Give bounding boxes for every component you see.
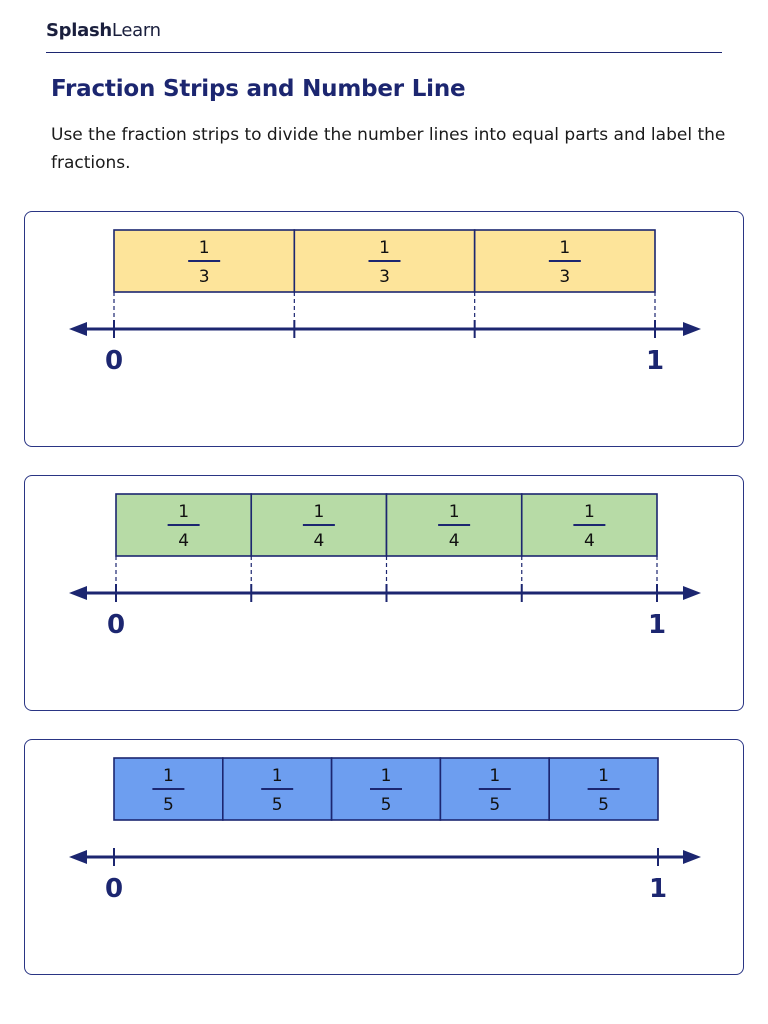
problem-panel-fourths (24, 475, 744, 711)
fraction-strip-number-line-fourths (25, 476, 745, 712)
strip-denominator: 5 (489, 795, 501, 815)
label-zero: 0 (106, 610, 126, 640)
right-arrow-icon (683, 850, 701, 864)
strip-numerator: 1 (379, 238, 390, 258)
left-arrow-icon (69, 322, 87, 336)
strip-denominator: 5 (271, 795, 283, 815)
strip-numerator: 1 (313, 502, 325, 522)
strip-numerator: 1 (271, 766, 283, 786)
right-arrow-icon (683, 322, 701, 336)
header-divider (46, 52, 722, 53)
label-one: 1 (647, 610, 667, 640)
brand-regular: Learn (111, 20, 161, 41)
strip-denominator: 4 (448, 531, 460, 551)
worksheet-instructions: Use the fraction strips to divide the number lines into equal parts and label the fractions. (51, 125, 726, 173)
left-arrow-icon (69, 850, 87, 864)
strip-numerator: 1 (559, 238, 571, 258)
strip-denominator: 5 (162, 795, 174, 815)
label-zero: 0 (104, 346, 124, 376)
strip-numerator: 1 (178, 502, 190, 522)
problem-panel-fifths (24, 739, 744, 975)
brand-logo (46, 20, 161, 41)
strip-numerator: 1 (598, 766, 610, 786)
left-arrow-icon (69, 586, 87, 600)
strip-numerator: 1 (162, 766, 174, 786)
problem-panel-thirds (24, 211, 744, 447)
strip-numerator: 1 (489, 766, 501, 786)
worksheet-title: Fraction Strips and Number Line (51, 76, 466, 102)
strip-numerator: 1 (198, 238, 210, 258)
label-zero: 0 (104, 874, 124, 904)
strip-numerator: 1 (448, 502, 460, 522)
strip-denominator: 4 (583, 531, 595, 551)
strip-denominator: 3 (198, 267, 210, 287)
strip-denominator: 3 (559, 267, 571, 287)
strip-denominator: 3 (379, 267, 390, 287)
label-one: 1 (645, 346, 665, 376)
label-one: 1 (648, 874, 668, 904)
strip-denominator: 5 (380, 795, 392, 815)
strip-numerator: 1 (583, 502, 595, 522)
brand-bold: Splash (46, 20, 112, 41)
fraction-strip-number-line-thirds (25, 212, 745, 448)
strip-denominator: 5 (598, 795, 610, 815)
fraction-strip-number-line-fifths (25, 740, 745, 976)
strip-numerator: 1 (380, 766, 392, 786)
strip-denominator: 4 (178, 531, 190, 551)
right-arrow-icon (683, 586, 701, 600)
strip-denominator: 4 (313, 531, 325, 551)
